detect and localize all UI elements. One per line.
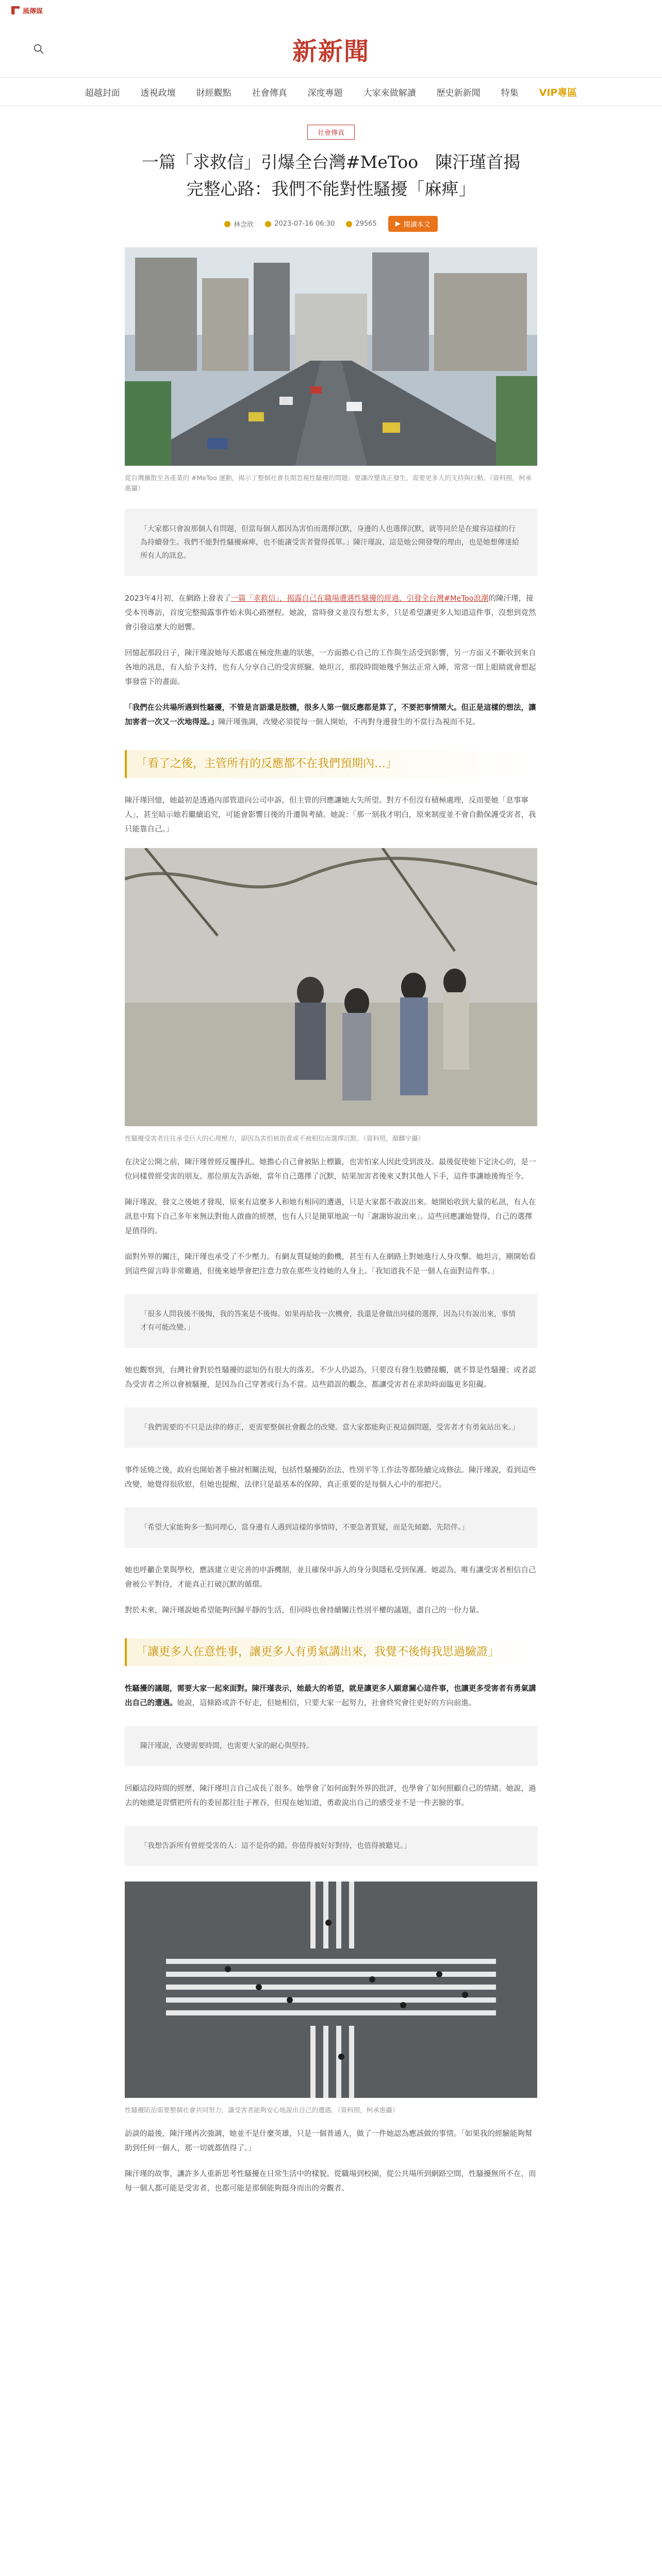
photo-caption: 性騷擾受害者往往承受巨大的心理壓力，卻因為害怕被指責或不被相信而選擇沉默。（資料照，顏麟宇攝） <box>125 1134 425 1142</box>
article-paragraph: 她也呼籲企業與學校，應該建立更完善的申訴機制，並且確保申訴人的身分與隱私受到保護。她認為，唯有讓受害者相信自己會被公平對待，才能真正打破沉默的循環。 <box>125 1566 536 1589</box>
quote-text: 「很多人問我後不後悔，我的答案是不後悔。如果再給我一次機會，我還是會做出同樣的選擇，因為只有說出來，事情才有可能改變。」 <box>140 1310 516 1332</box>
brand-link[interactable] <box>11 6 43 15</box>
read-label: 閱讀本文 <box>403 221 431 229</box>
quote-box <box>125 1826 537 1866</box>
brand-logo-icon <box>11 6 20 14</box>
brand-name: 風傳媒 <box>23 7 43 15</box>
paragraph-text: 她說，這條路或許不好走，但她相信，只要大家一起努力，社會終究會往更好的方向前進。 <box>177 1699 476 1707</box>
article-paragraph <box>125 701 537 730</box>
author[interactable] <box>224 219 254 229</box>
read-article-button[interactable] <box>388 216 438 232</box>
main-nav <box>0 77 662 106</box>
article-paragraph: 陳汗瑾回憶，她最初是透過內部管道向公司申訴，但主管的回應讓她大失所望。對方不但沒有積極處理，反而要她「息事寧人」，甚至暗示她若繼續追究，可能會影響日後的升遷與考績。她說：「那一刻我才明白，原來制度並不會自動保護受害者，我只能靠自己。」 <box>125 796 536 834</box>
emphasis-text: 「我們在公共場所遇到性騷擾，不管是言語還是肢體，很多人第一個反應都是算了，不要把事情鬧大。但正是這樣的想法，讓加害者一次又一次地得逞。」 <box>125 704 536 726</box>
category-tag[interactable]: 社會傳真 <box>307 125 355 140</box>
article-photo-pedestrians <box>125 848 537 1126</box>
paragraph-text: 陳汗瑾強調，改變必須從每一個人開始，不再對身邊發生的不當行為視而不見。 <box>218 718 480 726</box>
article-paragraph: 訪談的最後，陳汗瑾再次強調，她並不是什麼英雄，只是一個普通人，做了一件她認為應該做的事情。「如果我的經驗能夠幫助到任何一個人，那一切就都值得了。」 <box>125 2130 533 2153</box>
author-name: 林念欣 <box>234 221 254 229</box>
nav-item[interactable]: 大家來做解讀 <box>363 88 416 98</box>
quote-box <box>125 1408 537 1448</box>
article-paragraph: 面對外界的關注，陳汗瑾也承受了不少壓力。有網友質疑她的動機，甚至有人在網路上對她進行人身攻擊。她坦言，剛開始看到這些留言時非常難過，但後來她學會把注意力放在那些支持她的人身上。「我知道我不是一個人在面對這件事。」 <box>125 1253 536 1276</box>
nav-item[interactable]: 透視政壇 <box>140 88 176 98</box>
article-paragraph: 對於未來，陳汗瑾說她希望能夠回歸平靜的生活，但同時也會持續關注性別平權的議題，盡自己的一份力量。 <box>125 1606 484 1615</box>
nav-item[interactable]: 特集 <box>501 88 519 98</box>
section-heading: 「看了之後，主管所有的反應都不在我們預期內…」 <box>125 750 537 778</box>
publish-date <box>265 220 335 228</box>
section-heading: 「讓更多人在意性事，讓更多人有勇氣講出來，我覺不後悔我思過驗證」 <box>125 1638 537 1666</box>
nav-item[interactable]: 深度專題 <box>307 88 343 98</box>
author-icon <box>224 221 230 227</box>
photo-caption: 從台灣擴散至各產業的 #MeToo 運動，揭示了整個社會長期忽視性騷擾的問題；要讓改變真正發生，需要更多人的支持與行動。（資料照，柯承惠攝） <box>125 474 532 492</box>
masthead <box>0 21 662 77</box>
article-paragraph: 回憶起那段日子，陳汗瑾說她每天都處在極度焦慮的狀態，一方面擔心自己的工作與生活受到影響，另一方面又不斷收到來自各地的訊息，有人給予支持，也有人分享自己的受害經驗。她坦言，那段時間她幾乎無法正常入睡，常常一閉上眼睛就會想起事發當下的畫面。 <box>125 649 536 686</box>
nav-vip[interactable]: VIP專區 <box>539 87 577 98</box>
quote-box <box>125 509 537 576</box>
quote-box <box>125 1294 537 1348</box>
article-paragraph <box>125 591 537 635</box>
top-bar <box>0 0 662 21</box>
quote-text: 「希望大家能夠多一點同理心，當身邊有人遇到這樣的事情時，不要急著質疑，而是先傾聽、先陪伴。」 <box>140 1523 469 1532</box>
nav-item[interactable]: 財經觀點 <box>196 88 231 98</box>
pedestrians-photo-image <box>125 848 537 1126</box>
headphone-icon: ▶ <box>395 220 401 228</box>
article-paragraph: 在決定公開之前，陳汗瑾曾經反覆掙扎。她擔心自己會被貼上標籤，也害怕家人因此受到波及。最後促使她下定決心的，是一位同樣曾經受害的朋友。那位朋友告訴她，當年自己選擇了沉默，結果加害者後來又對其他人下手，這件事讓她後悔至今。 <box>125 1158 536 1181</box>
article <box>125 125 537 2196</box>
inline-link[interactable]: 一篇「求救信」，揭露自己在職場遭遇性騷擾的經過，引發全台灣#MeToo浪潮 <box>230 595 489 603</box>
article-photo-street <box>125 247 537 466</box>
paragraph-text: 的陳汗瑾，接受本刊專訪，首度完整揭露事件始末與心路歷程。她說，當時發文並沒有想太多，只是希望讓更多人知道這件事，沒想到竟然會引發這麼大的迴響。 <box>125 595 536 632</box>
nav-item[interactable]: 超越封面 <box>85 88 120 98</box>
article-paragraph: 陳汗瑾的故事，讓許多人重新思考性騷擾在日常生活中的樣貌。從職場到校園，從公共場所到網路空間，性騷擾無所不在，而每一個人都可能是受害者，也都可能是那個能夠挺身而出的旁觀者。 <box>125 2170 536 2193</box>
article-title: 一篇「求救信」引爆全台灣#MeToo 陳汗瑾首揭完整心路：我們不能對性騷擾「麻痺」 <box>141 152 521 199</box>
eye-icon <box>346 221 352 227</box>
article-meta <box>125 216 537 232</box>
crosswalk-photo-image <box>125 1882 537 2098</box>
views-text: 29565 <box>355 220 377 228</box>
article-paragraph: 陳汗瑾說，發文之後她才發現，原來有這麼多人和她有相同的遭遇，只是大家都不敢說出來。她開始收到大量的私訊，有人在訊息中寫下自己多年來無法對他人啟齒的經歷，也有人只是簡單地說一句「謝謝妳說出來」。這些回應讓她覺得，自己的選擇是值得的。 <box>125 1198 536 1235</box>
article-paragraph <box>125 1682 537 1710</box>
quote-box <box>125 1507 537 1548</box>
clock-icon <box>265 221 271 227</box>
quote-text: 「我們需要的不只是法律的修正，更需要整個社會觀念的改變。當大家都能夠正視這個問題，受害者才有勇氣站出來。」 <box>140 1423 519 1432</box>
paragraph-text: 2023年4月初，在網路上發表了 <box>125 595 231 603</box>
quote-text: 「大家都只會說那個人有問題，但當每個人都因為害怕而選擇沉默，身邊的人也選擇沉默，就等同於是在縱容這樣的行為持續發生。我們不能對性騷擾麻痺，也不能讓受害者覺得孤單。」陳汗瑾說，這是她公開發聲的理由，也是她想傳達給所有人的訊息。 <box>140 525 519 560</box>
nav-item[interactable]: 社會傳真 <box>252 88 287 98</box>
article-paragraph: 事件延燒之後，政府也開始著手檢討相關法規，包括性騷擾防治法、性別平等工作法等都陸續完成修法。陳汗瑾說，看到這些改變，她覺得很欣慰，但她也提醒，法律只是最基本的保障，真正重要的是每個人心中的那把尺。 <box>125 1466 536 1489</box>
photo-caption: 性騷擾防治需要整個社會共同努力，讓受害者能夠安心地說出自己的遭遇。（資料照，柯承惠攝） <box>125 2106 399 2114</box>
article-photo-crosswalk <box>125 1882 537 2098</box>
article-paragraph: 她也觀察到，台灣社會對於性騷擾的認知仍有很大的落差。不少人仍認為，只要沒有發生肢體接觸，就不算是性騷擾；或者認為受害者之所以會被騷擾，是因為自己穿著或行為不當。這些錯誤的觀念，都讓受害者在求助時面臨更多阻礙。 <box>125 1366 536 1389</box>
quote-text: 「我想告訴所有曾經受害的人：這不是你的錯。你值得被好好對待，也值得被聽見。」 <box>140 1842 411 1850</box>
nav-item[interactable]: 歷史新新聞 <box>436 88 481 98</box>
article-paragraph: 回顧這段時間的經歷，陳汗瑾坦言自己成長了很多。她學會了如何面對外界的批評，也學會了如何照顧自己的情緒。她說，過去的她總是習慣把所有的委屈都往肚子裡吞，但現在她知道，勇敢說出自己的感受並不是一件丟臉的事。 <box>125 1785 536 1807</box>
quote-box <box>125 1726 537 1766</box>
street-photo-image <box>125 247 537 466</box>
search-icon[interactable] <box>33 43 44 55</box>
date-text: 2023-07-16 06:30 <box>274 220 335 228</box>
quote-text: 陳汗瑾說，改變需要時間，也需要大家的耐心與堅持。 <box>140 1742 313 1750</box>
site-logo[interactable]: 新新聞 <box>292 37 370 66</box>
emphasis-text: 性騷擾的議題，需要大家一起來面對。陳汗瑾表示，她最大的希望，就是讓更多人願意關心這件事，也讓更多受害者有勇氣講出自己的遭遇。 <box>125 1685 536 1707</box>
view-count <box>346 220 376 228</box>
